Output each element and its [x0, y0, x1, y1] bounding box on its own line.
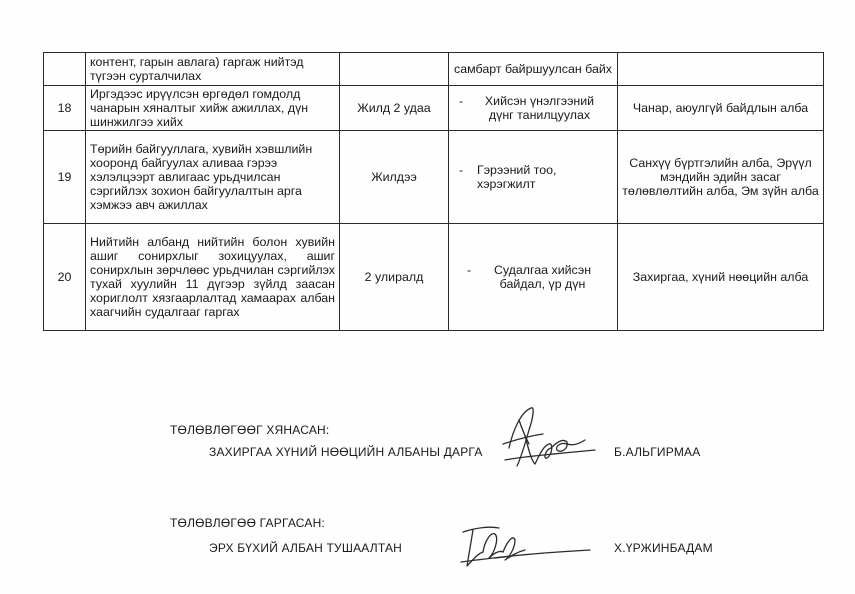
bullet-dash: -	[459, 94, 464, 108]
indicator-text: Гэрээний тоо, хэрэгжилт	[477, 163, 557, 191]
action-cell: Нийтийн албанд нийтийн болон хувийн ашиг сонирхлыг зохицуулах, ашиг сонирхлын зөрчлөөс урьдчилан сэргийлэх тухай хуулийн 11 дүгээр зүйлд заасан хориглолт хязгаарлалтад хамаарах албан хаагчийн судалгааг гаргах	[86, 224, 340, 331]
responsible-cell: Чанар, аюулгүй байдлын алба	[618, 86, 824, 131]
action-plan-table	[43, 52, 824, 331]
responsible-cell: Санхүү бүртгэлийн алба, Эрүүл мэндийн эдийн засаг төлөвлөлтийн алба, Эм зүйн алба	[618, 131, 824, 224]
table-row	[44, 131, 824, 224]
indicator-text: Судалгаа хийсэн байдал, үр дүн	[493, 263, 592, 291]
indicator-cell	[449, 224, 618, 331]
reviewer-signature	[495, 400, 605, 475]
row-number-cell: 18	[44, 86, 86, 131]
indicator-cell	[449, 86, 618, 131]
reviewer-title: ЗАХИРГАА ХҮНИЙ НӨӨЦИЙН АЛБАНЫ ДАРГА	[209, 445, 483, 459]
indicator-cell	[449, 131, 618, 224]
period-cell: Жилд 2 удаа	[340, 86, 449, 131]
table-row	[44, 224, 824, 331]
action-cell: Иргэдээс ирүүлсэн өргөдөл гомдолд чанарын хяналтыг хийж ажиллах, дүн шинжилгээ хийх	[86, 86, 340, 131]
row-number-cell: 19	[44, 131, 86, 224]
prepared-label: ТӨЛӨВЛӨГӨӨ ГАРГАСАН:	[170, 516, 325, 530]
period-cell: Жилдээ	[340, 131, 449, 224]
action-cell: контент, гарын авлага) гаргаж нийтэд түгээн сурталчилах	[86, 53, 340, 86]
preparer-name: Х.ҮРЖИНБАДАМ	[614, 541, 713, 555]
indicator-text: Хийсэн үнэлгээний дүнг танилцуулах	[484, 94, 595, 122]
preparer-signature	[455, 518, 595, 578]
responsible-cell	[618, 53, 824, 86]
responsible-cell: Захиргаа, хүний нөөцийн алба	[618, 224, 824, 331]
table-row	[44, 86, 824, 131]
preparer-title: ЭРХ БҮХИЙ АЛБАН ТУШААЛТАН	[209, 541, 403, 555]
table-row	[44, 53, 824, 86]
indicator-cell	[449, 53, 618, 86]
indicator-text: самбарт байршуулсан байх	[454, 62, 612, 76]
row-number-cell	[44, 53, 86, 86]
action-cell: Төрийн байгууллага, хувийн хэвшлийн хооронд байгуулах аливаа гэрээ хэлэлцээрт авлигаас урьдчилсан сэргийлэх зохион байгуулалтын арга хэмжээ авч ажиллах	[86, 131, 340, 224]
period-cell	[340, 53, 449, 86]
bullet-dash: -	[459, 163, 464, 177]
period-cell: 2 улиралд	[340, 224, 449, 331]
reviewer-name: Б.АЛЬГИРМАА	[614, 445, 701, 459]
bullet-dash: -	[467, 263, 472, 277]
row-number-cell: 20	[44, 224, 86, 331]
reviewed-label: ТӨЛӨВЛӨГӨӨГ ХЯНАСАН:	[170, 423, 330, 437]
